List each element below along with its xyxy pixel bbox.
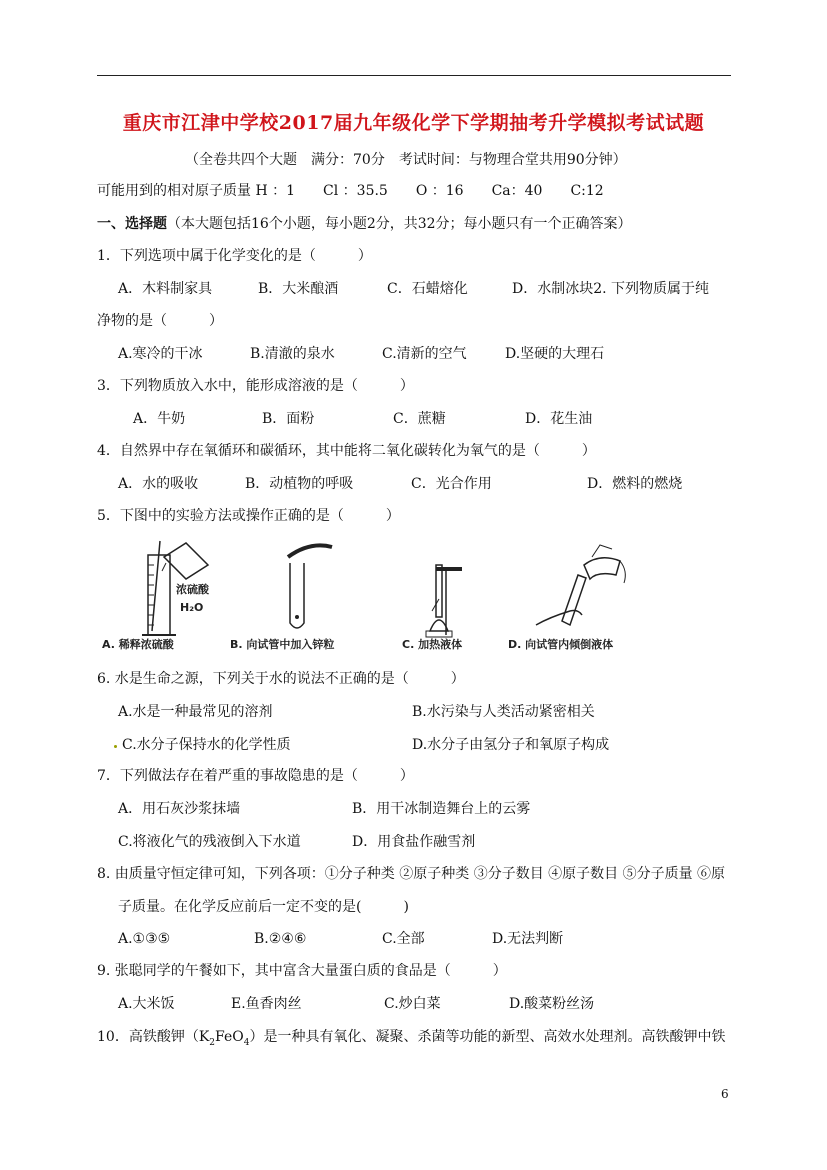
question-6-stem: 6. 水是生命之源，下列关于水的说法不正确的是（ ）: [97, 671, 465, 687]
q2-option-a: A.寒冷的干冰: [118, 346, 203, 362]
q3-option-a: A．牛奶: [133, 411, 186, 427]
label-water: H₂O: [180, 601, 204, 614]
section-heading: [97, 214, 632, 234]
q1-option-b: B．大米酿酒: [258, 281, 339, 297]
page-number: 6: [721, 1087, 729, 1101]
question-8-stem: 8. 由质量守恒定律可知，下列各项：①分子种类 ②原子种类 ③分子数目 ④原子数目 ⑤分子质量 ⑥原: [97, 866, 726, 882]
section-title: 一、选择题: [97, 216, 167, 232]
section-note: （本大题包括16个小题，每小题2分，共32分；每小题只有一个正确答案）: [167, 216, 632, 232]
q1-option-a: A．木料制家具: [118, 281, 213, 297]
figure-a-dilute-acid: [102, 541, 210, 651]
q9-option-a: A.大米饭: [118, 996, 175, 1012]
q9-option-c: C.炒白菜: [384, 996, 441, 1012]
figure-c-heat-liquid: [402, 565, 462, 651]
question-10-stem: [97, 1027, 725, 1053]
q6-option-c: C.水分子保持水的化学性质: [122, 737, 291, 753]
q2-option-b: B.清澈的泉水: [250, 346, 335, 362]
q10-prefix: 10．高铁酸钾（K: [97, 1029, 210, 1045]
caption-a: A. 稀释浓硫酸: [102, 638, 174, 651]
q7-option-a: A．用石灰沙浆抹墙: [118, 801, 241, 817]
q10-suffix: ）是一种具有氧化、凝聚、杀菌等功能的新型、高效水处理剂。高铁酸钾中铁: [249, 1029, 726, 1045]
caption-c: C. 加热液体: [402, 638, 463, 651]
q6-option-d: D.水分子由氢分子和氧原子构成: [412, 737, 610, 753]
q7-option-b: B．用干冰制造舞台上的云雾: [352, 801, 531, 817]
q3-option-b: B．面粉: [262, 411, 315, 427]
caption-b: B. 向试管中加入锌粒: [230, 638, 335, 651]
q10-formula-mid: FeO: [215, 1029, 244, 1045]
atomic-masses: 可能用到的相对原子质量 H ：1 Cl ：35.5 O ：16 Ca：40 C:12: [97, 183, 604, 199]
question-7-stem: 7．下列做法存在着严重的事故隐患的是（ ）: [97, 768, 414, 784]
q2-option-c: C.清新的空气: [382, 346, 467, 362]
q1-option-c: C．石蜡熔化: [387, 281, 468, 297]
q9-option-b: E.鱼香肉丝: [231, 996, 302, 1012]
q3-option-d: D．花生油: [525, 411, 593, 427]
q6-option-b: B.水污染与人类活动紧密相关: [412, 704, 595, 720]
q10-subscript-o: 4: [243, 1037, 250, 1048]
q4-option-a: A．水的吸收: [118, 476, 199, 492]
question-5-stem: 5．下图中的实验方法或操作正确的是（ ）: [97, 508, 400, 524]
q8-option-c: C.全部: [382, 931, 425, 947]
q3-option-c: C．蔗糖: [393, 411, 446, 427]
q1-option-d: D．水制冰块2. 下列物质属于纯: [512, 281, 710, 297]
question-9-stem: 9. 张聪同学的午餐如下，其中富含大量蛋白质的食品是（ ）: [97, 963, 507, 979]
q8-option-d: D.无法判断: [492, 931, 564, 947]
q7-option-d: D．用食盐作融雪剂: [352, 834, 476, 850]
q8-option-a: A.①③⑤: [118, 931, 171, 947]
q9-option-d: D.酸菜粉丝汤: [509, 996, 595, 1012]
q7-option-c: C.将液化气的残液倒入下水道: [118, 834, 301, 850]
question-3-stem: 3．下列物质放入水中，能形成溶液的是（ ）: [97, 378, 414, 394]
figure-d-pour-liquid: [508, 545, 625, 651]
q6-option-a: A.水是一种最常见的溶剂: [118, 704, 273, 720]
q10-subscript-k: 2: [209, 1037, 216, 1048]
question-4-stem: 4．自然界中存在氧循环和碳循环，其中能将二氧化碳转化为氧气的是（ ）: [97, 443, 596, 459]
experiment-figure: [100, 535, 660, 657]
header-rule: [97, 75, 731, 76]
q4-option-c: C．光合作用: [411, 476, 492, 492]
question-8-stem-cont: 子质量。在化学反应前后一定不变的是( ): [118, 899, 409, 915]
question-2-stem: 净物的是（ ）: [97, 313, 223, 329]
q8-option-b: B.②④⑥: [254, 931, 307, 947]
label-concentrated-acid: 浓硫酸: [176, 583, 209, 596]
stray-mark: [114, 745, 117, 748]
caption-d: D. 向试管内倾倒液体: [508, 638, 614, 651]
q2-option-d: D.坚硬的大理石: [505, 346, 605, 362]
page-title: 重庆市江津中学校2017届九年级化学下学期抽考升学模拟考试试题: [122, 112, 705, 134]
q4-option-b: B．动植物的呼吸: [245, 476, 354, 492]
figure-b-add-zinc: [230, 545, 334, 651]
exam-info: （全卷共四个大题 满分：70分 考试时间：与物理合堂共用90分钟）: [185, 152, 627, 168]
question-1-stem: 1．下列选项中属于化学变化的是（ ）: [97, 248, 372, 264]
q4-option-d: D．燃料的燃烧: [587, 476, 683, 492]
